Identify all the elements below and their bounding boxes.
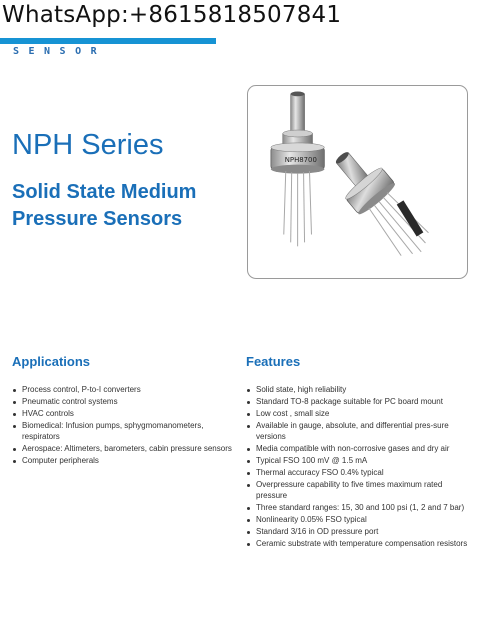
list-item: Available in gauge, absolute, and differential pres-sure versions	[246, 421, 468, 442]
product-photo	[247, 85, 468, 279]
list-item: Nonlinearity 0.05% FSO typical	[246, 515, 468, 526]
whatsapp-watermark: WhatsApp:+8615818507841	[2, 2, 342, 28]
list-item: Low cost , small size	[246, 409, 468, 420]
pressure-sensor-illustration	[248, 86, 467, 278]
list-item: Standard 3/16 in OD pressure port	[246, 527, 468, 538]
list-item: Thermal accuracy FSO 0.4% typical	[246, 468, 468, 479]
list-item: Ceramic substrate with temperature compensation resistors	[246, 539, 468, 550]
features-heading: Features	[246, 354, 301, 369]
list-item: Pneumatic control systems	[12, 397, 240, 408]
list-item: Media compatible with non-corrosive gases and dry air	[246, 444, 468, 455]
product-subtitle: Solid State Medium Pressure Sensors	[12, 181, 197, 230]
applications-list	[12, 385, 240, 468]
sensor-marking: NPH8700	[284, 156, 317, 165]
list-item: Three standard ranges: 15, 30 and 100 psi (1, 2 and 7 bar)	[246, 503, 468, 514]
applications-heading: Applications	[12, 354, 91, 369]
sensor-brand-label: SENSOR	[13, 46, 107, 57]
list-item: Process control, P-to-I converters	[12, 385, 240, 396]
product-series-title: NPH Series	[12, 129, 164, 161]
list-item: Aerospace: Altimeters, barometers, cabin pressure sensors	[12, 444, 240, 455]
list-item: Solid state, high reliability	[246, 385, 468, 396]
list-item: Computer peripherals	[12, 456, 240, 467]
list-item: Overpressure capability to five times maximum rated pressure	[246, 480, 468, 501]
list-item: Biomedical: Infusion pumps, sphygmomanometers, respirators	[12, 421, 240, 442]
sensor-tilted	[322, 140, 439, 267]
brand-accent-bar	[0, 38, 216, 44]
list-item: HVAC controls	[12, 409, 240, 420]
list-item: Standard TO-8 package suitable for PC board mount	[246, 397, 468, 408]
list-item: Typical FSO 100 mV @ 1.5 mA	[246, 456, 468, 467]
features-list	[246, 385, 468, 551]
sensor-upright	[271, 92, 324, 247]
